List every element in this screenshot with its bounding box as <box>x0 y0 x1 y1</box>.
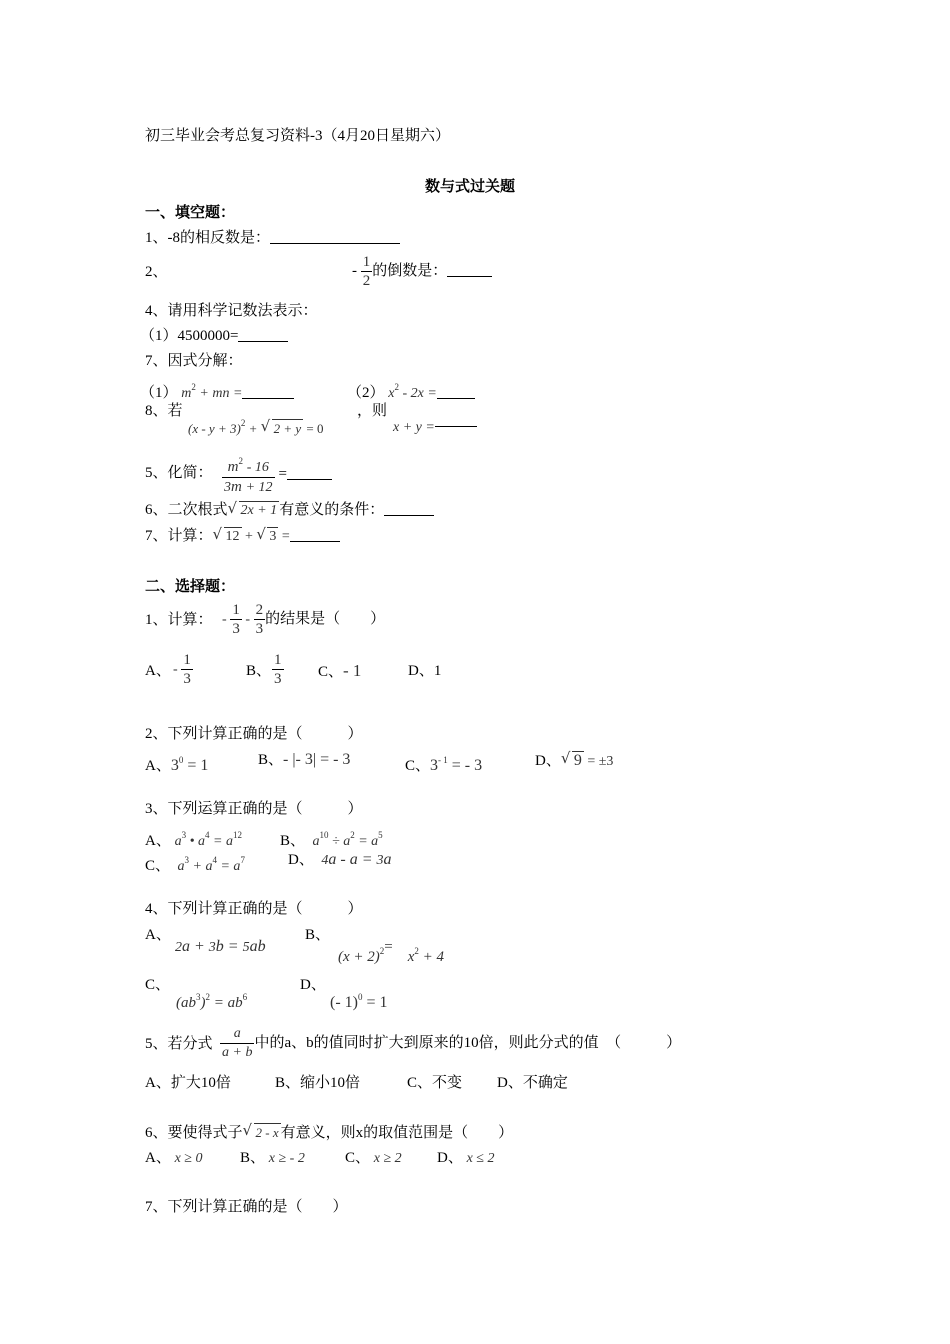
s1-q2-expr <box>352 253 492 290</box>
fraction-numerator: 1 <box>362 254 371 270</box>
section2-heading: 二、选择题： <box>145 579 236 595</box>
part-label: （2） <box>347 385 385 401</box>
s2-q4-opt-b-expr: $(x + 2)^2=$ $x^2 + 4$ <box>338 939 445 965</box>
minus-sign: - <box>352 262 357 279</box>
s2-q3-opt-d: D、 4a - a = 3a <box>288 851 392 868</box>
s2-q1-opt-a: A、 <box>145 663 171 679</box>
s1-q8-text: 8、若 <box>145 403 183 419</box>
s2-q2-opt-c: C、$3^{- 1}$ = - 3 <box>405 755 483 774</box>
math-expr: $x^2 - 2x$ = <box>388 382 437 401</box>
s2-q6 <box>145 1123 513 1142</box>
s1-q6 <box>145 501 434 520</box>
s2-q6-opt-d: D、 x ≤ 2 <box>437 1150 495 1166</box>
doc-title: 数与式过关题 <box>425 179 516 195</box>
answer-blank <box>384 501 434 516</box>
s2-q2-options: A、$3^0 = 1$ <box>145 755 209 774</box>
s1-q7b-text: 7、计算： <box>145 528 213 544</box>
math-expr: $m^2$ + mn = <box>181 382 243 401</box>
answer-blank <box>435 412 477 427</box>
part-label: （1） <box>140 385 178 401</box>
s2-q2-opt-b: B、- |- 3| = - 3 <box>258 751 351 768</box>
s1-q4-sub1-text: （1）4500000= <box>140 328 239 344</box>
radical: √ 3 <box>256 525 277 544</box>
s1-q5-text: 5、化简： <box>145 465 213 481</box>
s1-q1-text: 1、-8的相反数是： <box>145 230 270 246</box>
s1-q8-expr2: x + y = <box>393 412 477 437</box>
s1-q2-text: 的倒数是： <box>372 262 448 279</box>
s2-q3-opt-c: C、 $a^3 + a^4 = a^7$ <box>145 855 245 874</box>
s2-q1-opt-d: D、1 <box>408 663 442 679</box>
fraction-denominator: 2 <box>362 273 371 289</box>
s2-q1-opt-c: C、- 1 <box>318 661 362 680</box>
s2-q4-opt-c-expr: $(ab^3)^2 = ab^6$ <box>176 992 248 1011</box>
then-word: ，则 <box>357 403 388 419</box>
s2-q6-opt-c: C、 x ≥ 2 <box>345 1150 402 1166</box>
s1-q2-num: 2、 <box>145 264 168 280</box>
equals-sign: = <box>278 465 288 482</box>
s1-q7a-text: 7、因式分解： <box>145 353 243 369</box>
answer-blank <box>437 384 475 399</box>
s1-q7a-part2 <box>347 378 475 403</box>
fraction <box>361 253 373 290</box>
s1-q1 <box>145 229 400 247</box>
answer-blank <box>270 229 400 244</box>
answer-blank <box>238 327 288 342</box>
s2-q1-text: 1、计算： <box>145 612 213 628</box>
fraction: $\frac{m^2 - 16}{3m + 12}$ <box>224 456 273 495</box>
s2-q1-tail: 的结果是（ ） <box>265 610 386 627</box>
radical: √ 12 <box>212 525 240 544</box>
s1-q5-frac <box>222 452 332 497</box>
s2-q5-opt-b: B、缩小10倍 <box>275 1075 361 1091</box>
s2-q5-opt-a: A、扩大10倍 <box>145 1075 231 1091</box>
answer-blank <box>287 465 332 480</box>
s2-q6-opt-a: A、 x ≥ 0 <box>145 1150 203 1166</box>
s2-q5-expr: $\frac{a}{a + b}$ 中的a、b的值同时扩大到原来的10倍，则此分式的值 （ ） <box>222 1026 682 1060</box>
s2-q7-text: 7、下列计算正确的是（ ） <box>145 1199 348 1215</box>
s2-q1-opt-a-expr: - $\frac{1}{3}$ <box>173 652 191 687</box>
s1-q8-then <box>357 402 387 420</box>
s2-q1-expr: - $\frac{1}{3}$ - $\frac{2}{3}$ 的结果是（ ） <box>222 602 386 637</box>
s1-q8-expr: $(x - y + 3)^2$ + √ 2 + y = 0 <box>188 417 324 436</box>
s2-q3-opt-b: B、 $a^{10} \div a^2 = a^5$ <box>280 830 383 849</box>
s2-q2-opt-d: D、 √ 9 = ±3 <box>535 749 614 769</box>
s1-q6-text: 6、二次根式 <box>145 502 228 518</box>
radical: √ 2 - x <box>242 1121 279 1140</box>
s2-q5-tail: 中的a、b的值同时扩大到原来的10倍，则此分式的值 （ ） <box>254 1034 682 1051</box>
s2-q4-opt-a-expr: 2a + 3b = 5ab <box>175 938 266 955</box>
s2-q4-opt-c: C、 <box>145 977 171 993</box>
section1-heading: 一、填空题： <box>145 205 236 221</box>
s2-q4-opt-b: B、 <box>305 927 331 943</box>
s2-q6-tail: 有意义，则x的取值范围是（ ） <box>280 1125 514 1141</box>
fraction: $\frac{1}{3}$ <box>232 602 240 637</box>
answer-blank <box>290 527 340 542</box>
s2-q4-opt-d-expr: (- 1)$^0$ = 1 <box>330 992 388 1011</box>
s2-q6-text: 6、要使得式子 <box>145 1125 243 1141</box>
s2-q5-opt-d: D、不确定 <box>497 1075 568 1091</box>
s1-q7a-part1 <box>140 378 294 403</box>
s2-q4-text: 4、下列计算正确的是（ ） <box>145 901 363 917</box>
header-title: 初三毕业会考总复习资料-3（4月20日星期六） <box>145 128 450 144</box>
s2-q3-opt-a: A、 $a^3$ • $a^4 = a^{12}$ <box>145 830 242 849</box>
s2-q6-opt-b: B、 x ≥ - 2 <box>240 1150 305 1166</box>
s2-q1-opt-b: B、 <box>246 663 272 679</box>
s2-q2-text: 2、下列计算正确的是（ ） <box>145 726 363 742</box>
s2-q1-opt-b-expr: $\frac{1}{3}$ <box>274 652 282 687</box>
answer-blank <box>242 384 294 399</box>
s1-q4-text: 4、请用科学记数法表示： <box>145 303 318 319</box>
s2-q4-opt-a: A、 <box>145 927 171 943</box>
s2-q5-text: 5、若分式 <box>145 1036 213 1052</box>
s2-q3-text: 3、下列运算正确的是（ ） <box>145 801 363 817</box>
s2-q4-opt-d: D、 <box>300 977 326 993</box>
answer-blank <box>447 262 492 277</box>
radical: √ 2x + 1 <box>227 499 278 518</box>
s1-q4-sub1 <box>140 327 288 345</box>
s1-q7b: 7、计算： √ 12 + √ 3 = <box>145 527 340 546</box>
fraction: $\frac{2}{3}$ <box>255 602 264 637</box>
s1-q6-tail: 有意义的条件： <box>279 502 385 518</box>
s2-q5-opt-c: C、不变 <box>407 1075 463 1091</box>
